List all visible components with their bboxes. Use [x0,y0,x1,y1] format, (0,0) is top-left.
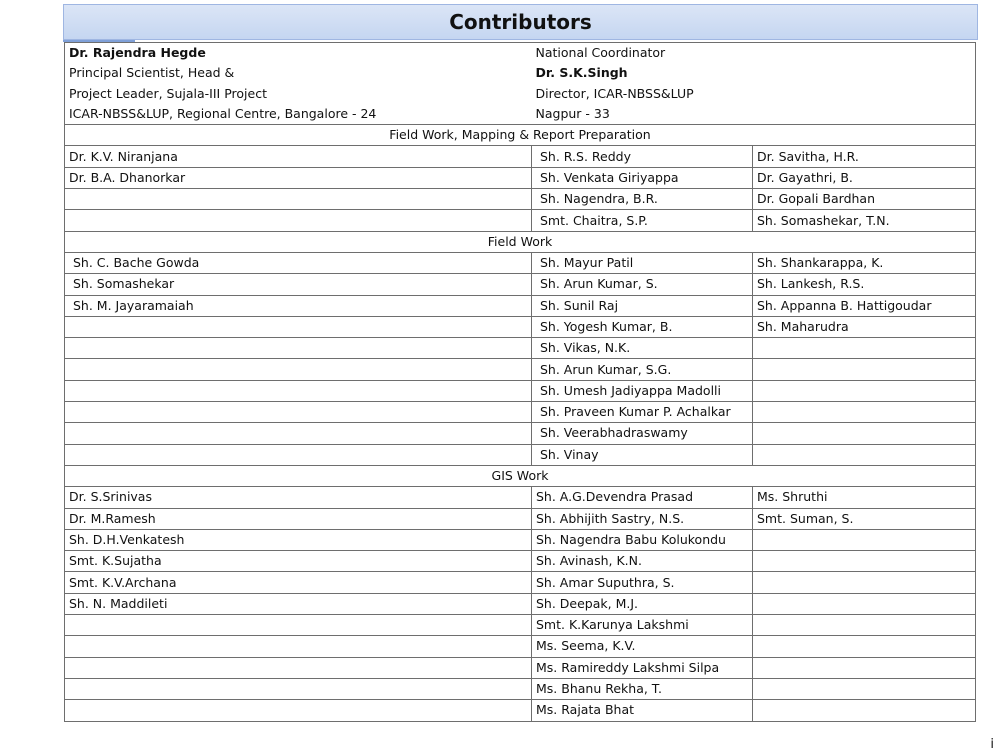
contributor-cell-col1: Dr. B.A. Dhanorkar [65,167,532,188]
contributor-row [65,359,976,380]
contributor-cell-col1: Sh. D.H.Venkatesh [65,529,532,550]
coordinator-right-cell: Nagpur - 33 [532,104,976,125]
contributor-cell-col1 [65,380,532,401]
contributor-row [65,700,976,721]
section-heading: Field Work, Mapping & Report Preparation [65,125,976,146]
contributor-row [65,508,976,529]
contributor-cell-col3 [753,593,976,614]
contributor-cell-col3 [753,657,976,678]
contributor-cell-col3 [753,700,976,721]
contributor-cell-col1 [65,636,532,657]
contributors-table [64,42,976,722]
contributor-row [65,657,976,678]
contributor-row [65,529,976,550]
contributor-cell-col1 [65,657,532,678]
contributor-row [65,338,976,359]
contributor-cell-col2: Sh. Nagendra Babu Kolukondu [532,529,753,550]
contributor-cell-col1: Smt. K.V.Archana [65,572,532,593]
page-number: i [990,737,994,752]
contributor-cell-col1: Sh. C. Bache Gowda [65,252,532,273]
contributor-row [65,572,976,593]
coordinator-left-cell: Principal Scientist, Head & [65,63,532,83]
contributor-cell-col1 [65,316,532,337]
contributor-row [65,274,976,295]
contributor-cell-col2: Ms. Rajata Bhat [532,700,753,721]
contributor-row [65,444,976,465]
coordinator-right-cell: Director, ICAR-NBSS&LUP [532,84,976,104]
contributor-row [65,551,976,572]
contributor-cell-col3: Sh. Lankesh, R.S. [753,274,976,295]
contributor-cell-col2: Sh. Venkata Giriyappa [532,167,753,188]
contributor-cell-col3 [753,359,976,380]
contributor-cell-col2: Ms. Bhanu Rekha, T. [532,678,753,699]
contributor-cell-col2: Smt. K.Karunya Lakshmi [532,615,753,636]
contributor-cell-col3: Sh. Maharudra [753,316,976,337]
contributor-cell-col1 [65,700,532,721]
contributor-cell-col3 [753,444,976,465]
contributor-cell-col1 [65,615,532,636]
coordinator-right-cell: Dr. S.K.Singh [532,63,976,83]
contributor-cell-col2: Sh. Abhijith Sastry, N.S. [532,508,753,529]
contributor-cell-col1 [65,189,532,210]
contributor-cell-col2: Sh. Deepak, M.J. [532,593,753,614]
contributor-cell-col3 [753,423,976,444]
contributor-row [65,210,976,231]
contributor-cell-col3: Dr. Gopali Bardhan [753,189,976,210]
contributor-cell-col3 [753,615,976,636]
contributor-cell-col2: Sh. Sunil Raj [532,295,753,316]
contributor-cell-col1 [65,338,532,359]
contributor-row [65,423,976,444]
contributor-cell-col1: Dr. M.Ramesh [65,508,532,529]
section-heading-row [65,231,976,252]
coordinator-right-cell: National Coordinator [532,43,976,64]
contributor-cell-col1 [65,444,532,465]
contributor-cell-col1: Smt. K.Sujatha [65,551,532,572]
contributor-cell-col2: Sh. Yogesh Kumar, B. [532,316,753,337]
section-heading-row [65,125,976,146]
coordinator-row [65,104,976,125]
contributor-cell-col2: Sh. Nagendra, B.R. [532,189,753,210]
contributor-cell-col2: Sh. Umesh Jadiyappa Madolli [532,380,753,401]
section-heading: GIS Work [65,465,976,486]
contributor-row [65,380,976,401]
contributor-row [65,615,976,636]
contributor-row [65,189,976,210]
contributor-row [65,316,976,337]
contributor-cell-col2: Sh. Arun Kumar, S. [532,274,753,295]
contributor-cell-col3 [753,338,976,359]
contributor-row [65,636,976,657]
contributor-cell-col3: Dr. Gayathri, B. [753,167,976,188]
contributor-row [65,252,976,273]
contributor-cell-col2: Sh. Arun Kumar, S.G. [532,359,753,380]
contributor-row [65,593,976,614]
contributor-cell-col3: Sh. Somashekar, T.N. [753,210,976,231]
contributor-cell-col3: Sh. Appanna B. Hattigoudar [753,295,976,316]
contributor-cell-col2: Sh. Vikas, N.K. [532,338,753,359]
coordinator-row [65,43,976,64]
contributor-cell-col2: Sh. Veerabhadraswamy [532,423,753,444]
contributor-cell-col2: Smt. Chaitra, S.P. [532,210,753,231]
contributor-cell-col3 [753,402,976,423]
contributor-row [65,678,976,699]
coordinator-left-cell: Project Leader, Sujala-III Project [65,84,532,104]
coordinator-left-cell: ICAR-NBSS&LUP, Regional Centre, Bangalore - 24 [65,104,532,125]
contributor-cell-col3: Ms. Shruthi [753,487,976,508]
contributor-cell-col1 [65,678,532,699]
section-heading-row [65,465,976,486]
contributor-row [65,146,976,167]
contributor-row [65,167,976,188]
contributor-cell-col1 [65,359,532,380]
coordinator-row [65,63,976,83]
contributor-cell-col2: Sh. Praveen Kumar P. Achalkar [532,402,753,423]
contributor-cell-col2: Sh. Amar Suputhra, S. [532,572,753,593]
contributor-cell-col1 [65,210,532,231]
contributor-cell-col1: Sh. M. Jayaramaiah [65,295,532,316]
contributor-cell-col2: Sh. Avinash, K.N. [532,551,753,572]
contributor-cell-col3 [753,636,976,657]
contributor-cell-col2: Sh. A.G.Devendra Prasad [532,487,753,508]
contributor-cell-col2: Sh. R.S. Reddy [532,146,753,167]
contributor-cell-col1: Dr. S.Srinivas [65,487,532,508]
contributor-cell-col3 [753,572,976,593]
contributor-cell-col1 [65,423,532,444]
contributor-cell-col2: Sh. Vinay [532,444,753,465]
contributor-cell-col3: Sh. Shankarappa, K. [753,252,976,273]
contributor-cell-col1: Dr. K.V. Niranjana [65,146,532,167]
contributor-cell-col1: Sh. Somashekar [65,274,532,295]
contributor-cell-col3: Smt. Suman, S. [753,508,976,529]
contributor-row [65,487,976,508]
contributor-row [65,402,976,423]
contributor-cell-col2: Ms. Ramireddy Lakshmi Silpa [532,657,753,678]
contributor-cell-col3 [753,529,976,550]
contributor-cell-col1: Sh. N. Maddileti [65,593,532,614]
contributor-cell-col2: Ms. Seema, K.V. [532,636,753,657]
coordinator-left-cell: Dr. Rajendra Hegde [65,43,532,64]
contributor-cell-col3 [753,380,976,401]
contributor-row [65,295,976,316]
page-title: Contributors [449,10,592,34]
title-bar [63,4,978,40]
contributor-cell-col2: Sh. Mayur Patil [532,252,753,273]
contributor-cell-col3 [753,551,976,572]
section-heading: Field Work [65,231,976,252]
contributor-cell-col3 [753,678,976,699]
coordinator-row [65,84,976,104]
contributor-cell-col1 [65,402,532,423]
contributors-table-body [65,43,976,722]
contributor-cell-col3: Dr. Savitha, H.R. [753,146,976,167]
